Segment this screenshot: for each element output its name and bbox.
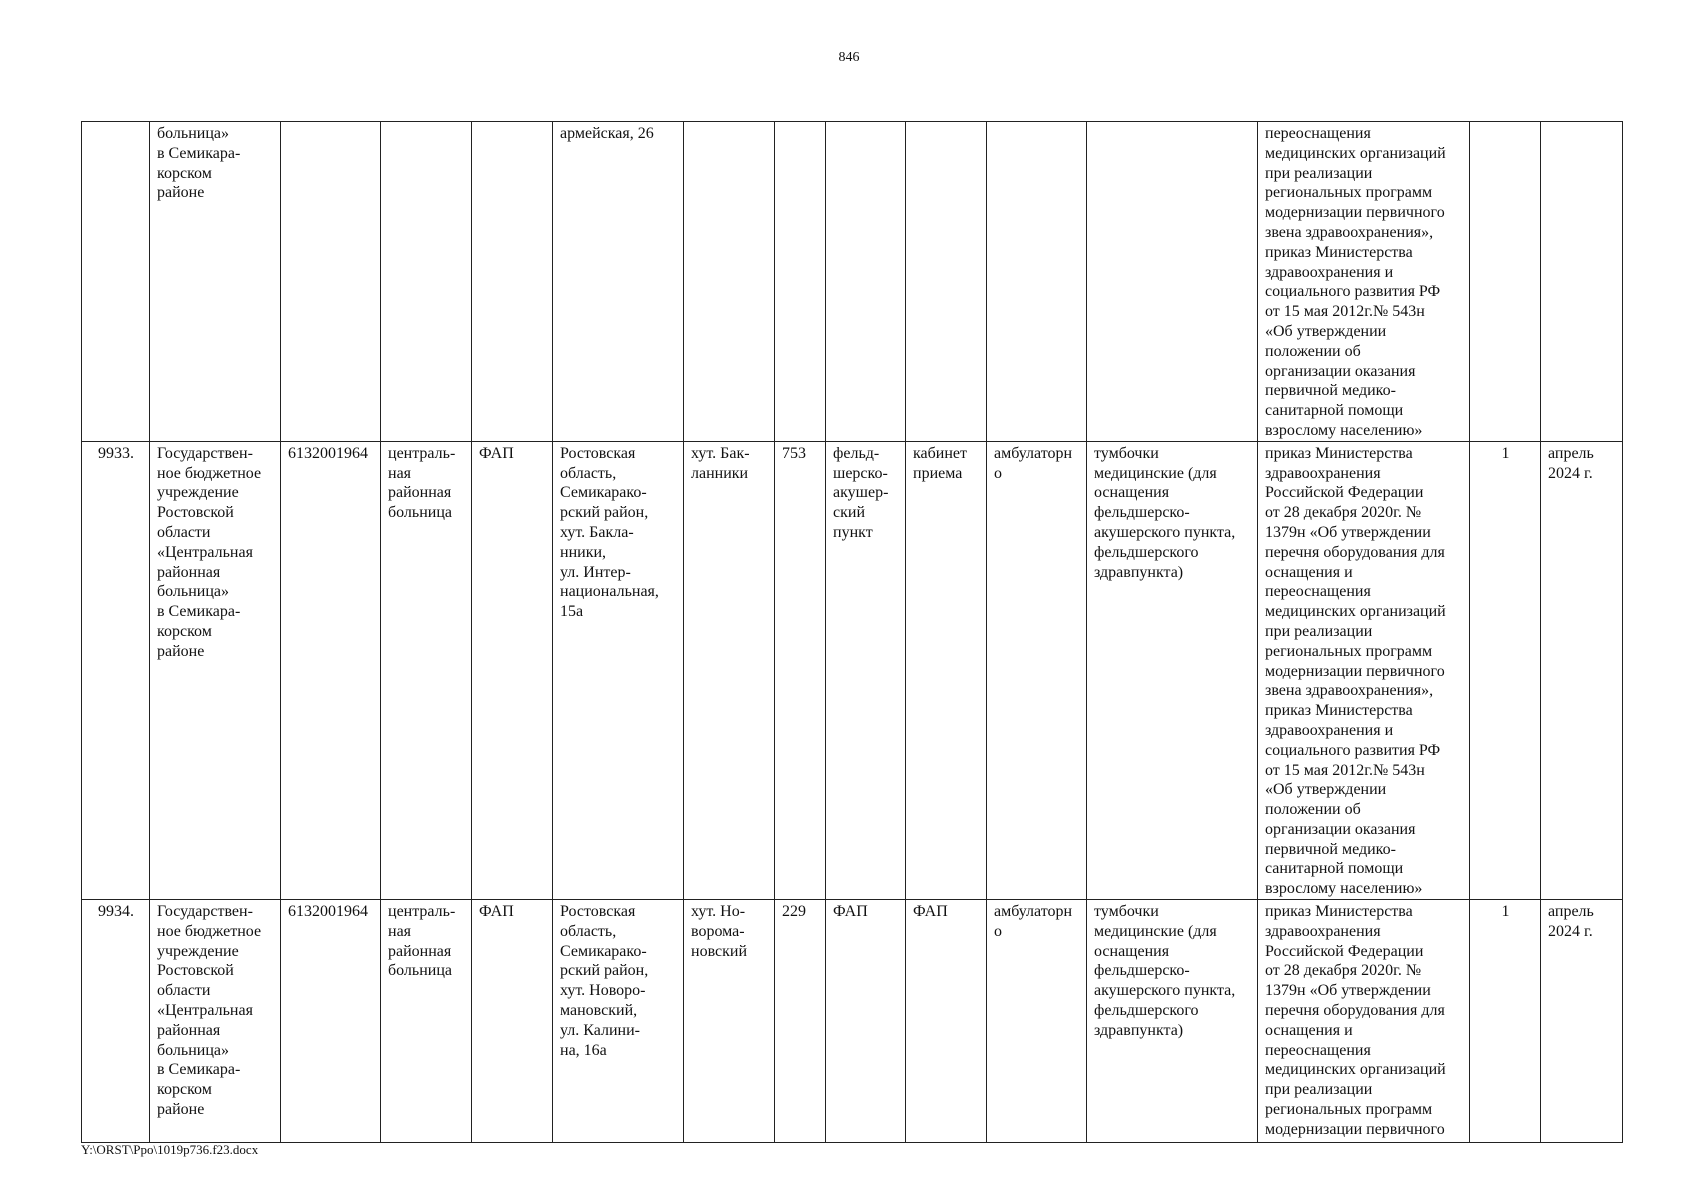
cell-organization: Государствен- ное бюджетное учреждение Ростовской области «Центральная районная больница» в Семикара- корском районе	[150, 900, 281, 1143]
cell-care-type	[987, 122, 1087, 442]
table-row	[82, 122, 1623, 442]
cell-quantity	[1470, 122, 1541, 442]
cell-room: ФАП	[906, 900, 987, 1143]
cell-locality	[684, 122, 775, 442]
cell-code: 753	[775, 441, 826, 899]
footer-file-path: Y:\ORST\Ppo\1019p736.f23.docx	[81, 1142, 259, 1157]
cell-unit	[472, 122, 553, 442]
equipment-table-container	[81, 121, 1622, 1138]
table-row	[82, 441, 1623, 899]
cell-code: 229	[775, 900, 826, 1143]
cell-date: апрель 2024 г.	[1541, 900, 1623, 1143]
cell-number: 9933.	[82, 441, 150, 899]
cell-care-type: амбулаторно	[987, 441, 1087, 899]
table-row	[82, 900, 1623, 1143]
cell-room	[906, 122, 987, 442]
cell-equipment: тумбочки медицинские (для оснащения фельдшерско- акушерского пункта, фельдшерского здравпункта)	[1087, 900, 1258, 1143]
cell-locality: хут. Но- ворома- новский	[684, 900, 775, 1143]
cell-basis: приказ Министерства здравоохранения Российской Федерации от 28 декабря 2020г. № 1379н «Об утверждении перечня оборудования для оснащения и переоснащения медицинских организаций при реализации региональных программ модернизации первичного	[1258, 900, 1470, 1143]
cell-address: Ростовская область, Семикарако- рский район, хут. Бакла- нники, ул. Интер- национальная, 15а	[553, 441, 684, 899]
cell-code	[775, 122, 826, 442]
cell-inn: 6132001964	[281, 441, 381, 899]
cell-quantity: 1	[1470, 441, 1541, 899]
cell-number: 9934.	[82, 900, 150, 1143]
cell-division: фельд- шерско- акушер- ский пункт	[826, 441, 906, 899]
cell-unit: ФАП	[472, 441, 553, 899]
cell-inn: 6132001964	[281, 900, 381, 1143]
cell-inn	[281, 122, 381, 442]
cell-locality: хут. Бак- ланники	[684, 441, 775, 899]
cell-care-type: амбулаторно	[987, 900, 1087, 1143]
cell-number	[82, 122, 150, 442]
page-number: 846	[838, 50, 860, 65]
cell-basis: переоснащения медицинских организаций при реализации региональных программ модернизации первичного звена здравоохранения», приказ Министерства здравоохранения и социального развития РФ от 15 мая 2012г.№ 543н «Об утверждении положении об организации оказания первичной медико- санитарной помощи взрослому населению»	[1258, 122, 1470, 442]
cell-org-type	[381, 122, 472, 442]
cell-unit: ФАП	[472, 900, 553, 1143]
cell-address: Ростовская область, Семикарако- рский район, хут. Новоро- мановский, ул. Калини- на, 16а	[553, 900, 684, 1143]
cell-org-type: централь- ная районная больница	[381, 441, 472, 899]
cell-org-type: централь- ная районная больница	[381, 900, 472, 1143]
cell-division: ФАП	[826, 900, 906, 1143]
cell-room: кабинет приема	[906, 441, 987, 899]
cell-date: апрель 2024 г.	[1541, 441, 1623, 899]
cell-division	[826, 122, 906, 442]
equipment-table	[81, 121, 1623, 1143]
cell-address: армейская, 26	[553, 122, 684, 442]
cell-organization: больница» в Семикара- корском районе	[150, 122, 281, 442]
cell-date	[1541, 122, 1623, 442]
cell-quantity: 1	[1470, 900, 1541, 1143]
cell-organization: Государствен- ное бюджетное учреждение Ростовской области «Центральная районная больница» в Семикара- корском районе	[150, 441, 281, 899]
cell-equipment: тумбочки медицинские (для оснащения фельдшерско- акушерского пункта, фельдшерского здравпункта)	[1087, 441, 1258, 899]
cell-basis: приказ Министерства здравоохранения Российской Федерации от 28 декабря 2020г. № 1379н «Об утверждении перечня оборудования для оснащения и переоснащения медицинских организаций при реализации региональных программ модернизации первичного звена здравоохранения», приказ Министерства здравоохранения и социального развития РФ от 15 мая 2012г.№ 543н «Об утверждении положении об организации оказания первичной медико- санитарной помощи взрослому населению»	[1258, 441, 1470, 899]
cell-equipment	[1087, 122, 1258, 442]
